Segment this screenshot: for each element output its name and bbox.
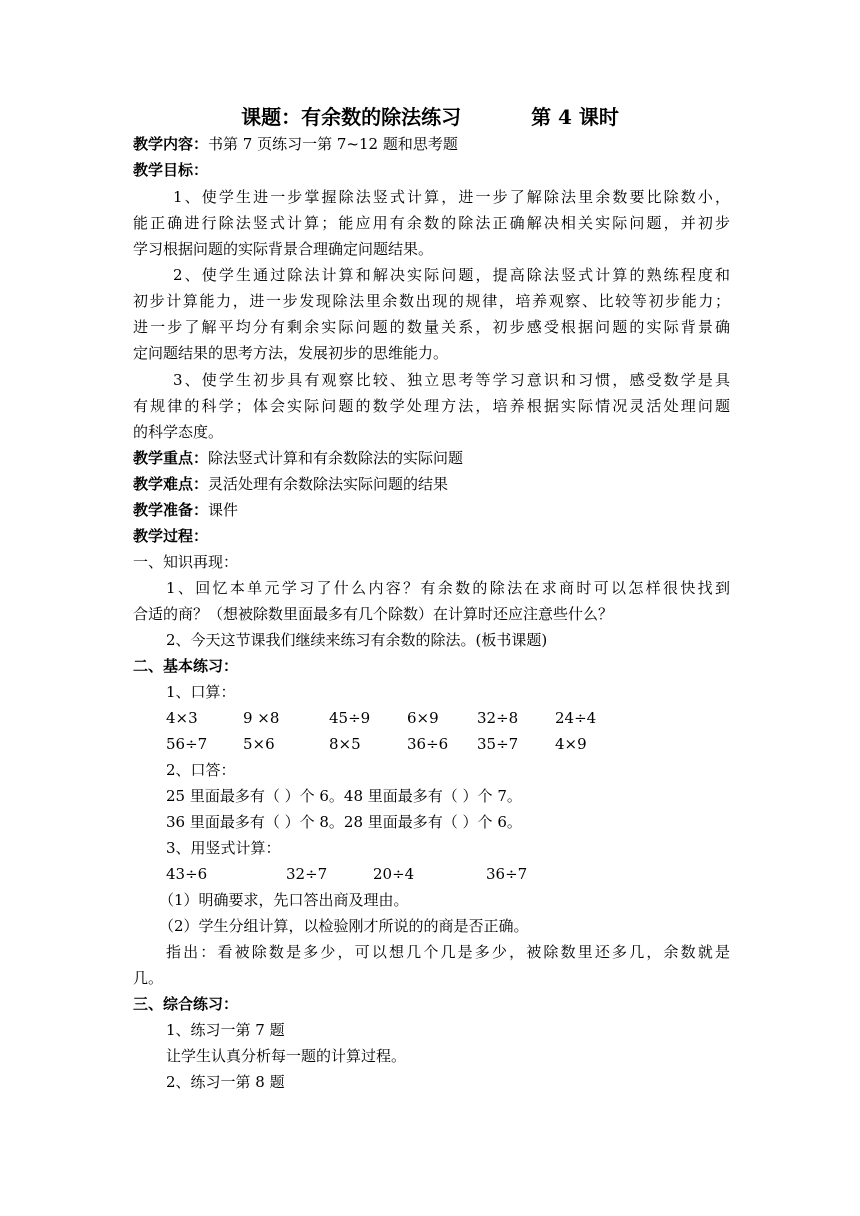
oral-calc-item: 8×5: [329, 735, 361, 753]
objective-2-line-4: 定问题结果的思考方法，发展初步的思维能力。: [133, 344, 449, 362]
oral-calc-item: 32÷8: [477, 709, 519, 727]
objective-3-line-1: 3、使学生初步具有观察比较、独立思考等学习意识和习惯，感受数学是具: [173, 371, 730, 389]
section-3-item-1-note: 让学生认真分析每一题的计算过程。: [166, 1047, 407, 1065]
section-2-heading: 二、基本练习：: [133, 657, 239, 675]
key-point-text: 除法竖式计算和有余数除法的实际问题: [208, 449, 464, 467]
vertical-calc-item: 36÷7: [486, 865, 528, 883]
section-1-item-1-line-2: 合适的商？（想被除数里面最多有几个除数）在计算时还应注意些什么？: [133, 605, 614, 623]
step-1: （1）明确要求，先口答出商及理由。: [159, 891, 409, 909]
section-3-item-1: 1、练习一第 7 题: [166, 1021, 285, 1039]
oral-calc-item: 35÷7: [477, 735, 519, 753]
key-point: [133, 445, 733, 471]
difficulty-label: 教学难点：: [133, 475, 209, 493]
objective-2-line-1: 2、使学生通过除法计算和解决实际问题，提高除法竖式计算的熟练程度和: [173, 266, 730, 284]
objective-1-line-2: 能正确进行除法竖式计算；能应用有余数的除法正确解决相关实际问题，并初步: [133, 214, 730, 232]
oral-calc-item: 36÷6: [407, 735, 449, 753]
objective-2-line-3: 进一步了解平均分有剩余实际问题的数量关系，初步感受根据问题的实际背景确: [133, 318, 730, 336]
lesson-title-main: 课题：有余数的除法练习: [241, 105, 462, 129]
lesson-period: 第 4 课时: [531, 105, 619, 129]
oral-answer-label: 2、口答：: [166, 761, 236, 779]
section-3-item-2: 2、练习一第 8 题: [166, 1073, 285, 1091]
key-point-label: 教学重点：: [133, 449, 209, 467]
teaching-content-label: 教学内容：: [133, 135, 209, 153]
note-line-1: 指出：看被除数是多少，可以想几个几是多少，被除数里还多几，余数就是: [166, 943, 730, 961]
difficulty: [133, 471, 733, 497]
process-heading: 教学过程：: [133, 527, 209, 545]
vertical-calc-label: 3、用竖式计算：: [166, 839, 281, 857]
vertical-calc-item: 43÷6: [166, 865, 208, 883]
difficulty-text: 灵活处理有余数除法实际问题的结果: [208, 475, 449, 493]
objective-2-line-2: 初步计算能力，进一步发现除法里余数出现的规律，培养观察、比较等初步能力；: [133, 292, 730, 310]
oral-calc-label: 1、口算：: [166, 683, 236, 701]
section-1-item-2: 2、今天这节课我们继续来练习有余数的除法。(板书课题): [166, 631, 548, 649]
section-1-item-1-line-1: 1、回忆本单元学习了什么内容？有余数的除法在求商时可以怎样很快找到: [166, 579, 730, 597]
oral-answer-line-2: 36 里面最多有（ ）个 8。28 里面最多有（ ）个 6。: [166, 813, 522, 831]
oral-calc-item: 45÷9: [329, 709, 371, 727]
objectives-heading: 教学目标：: [133, 161, 209, 179]
oral-calc-item: 4×3: [166, 709, 198, 727]
oral-calc-item: 9 ×8: [243, 709, 280, 727]
lesson-title: [0, 103, 860, 131]
note-line-2: 几。: [133, 969, 164, 987]
objective-3-line-2: 有规律的科学；体会实际问题的数学处理方法，培养根据实际情况灵活处理问题: [133, 397, 730, 415]
teaching-content: [133, 131, 733, 157]
oral-calc-item: 5×6: [243, 735, 275, 753]
vertical-calc-item: 20÷4: [373, 865, 415, 883]
preparation-text: 课件: [208, 501, 239, 519]
oral-answer-line-1: 25 里面最多有（ ）个 6。48 里面最多有（ ）个 7。: [166, 787, 522, 805]
vertical-calc-item: 32÷7: [286, 865, 328, 883]
preparation-label: 教学准备：: [133, 501, 209, 519]
section-1-heading: 一、知识再现：: [133, 553, 239, 571]
oral-calc-item: 4×9: [555, 735, 587, 753]
oral-calc-item: 56÷7: [166, 735, 208, 753]
preparation: [133, 497, 733, 523]
teaching-content-text: 书第 7 页练习一第 7~12 题和思考题: [208, 135, 458, 153]
section-3-heading: 三、综合练习：: [133, 995, 239, 1013]
objective-3-line-3: 的科学态度。: [133, 423, 224, 441]
oral-calc-item: 6×9: [407, 709, 439, 727]
objective-1-line-1: 1、使学生进一步掌握除法竖式计算，进一步了解除法里余数要比除数小，: [173, 188, 730, 206]
step-2: （2）学生分组计算，以检验刚才所说的的商是否正确。: [159, 917, 529, 935]
oral-calc-item: 24÷4: [555, 709, 597, 727]
objective-1-line-3: 学习根据问题的实际背景合理确定问题结果。: [133, 240, 434, 258]
